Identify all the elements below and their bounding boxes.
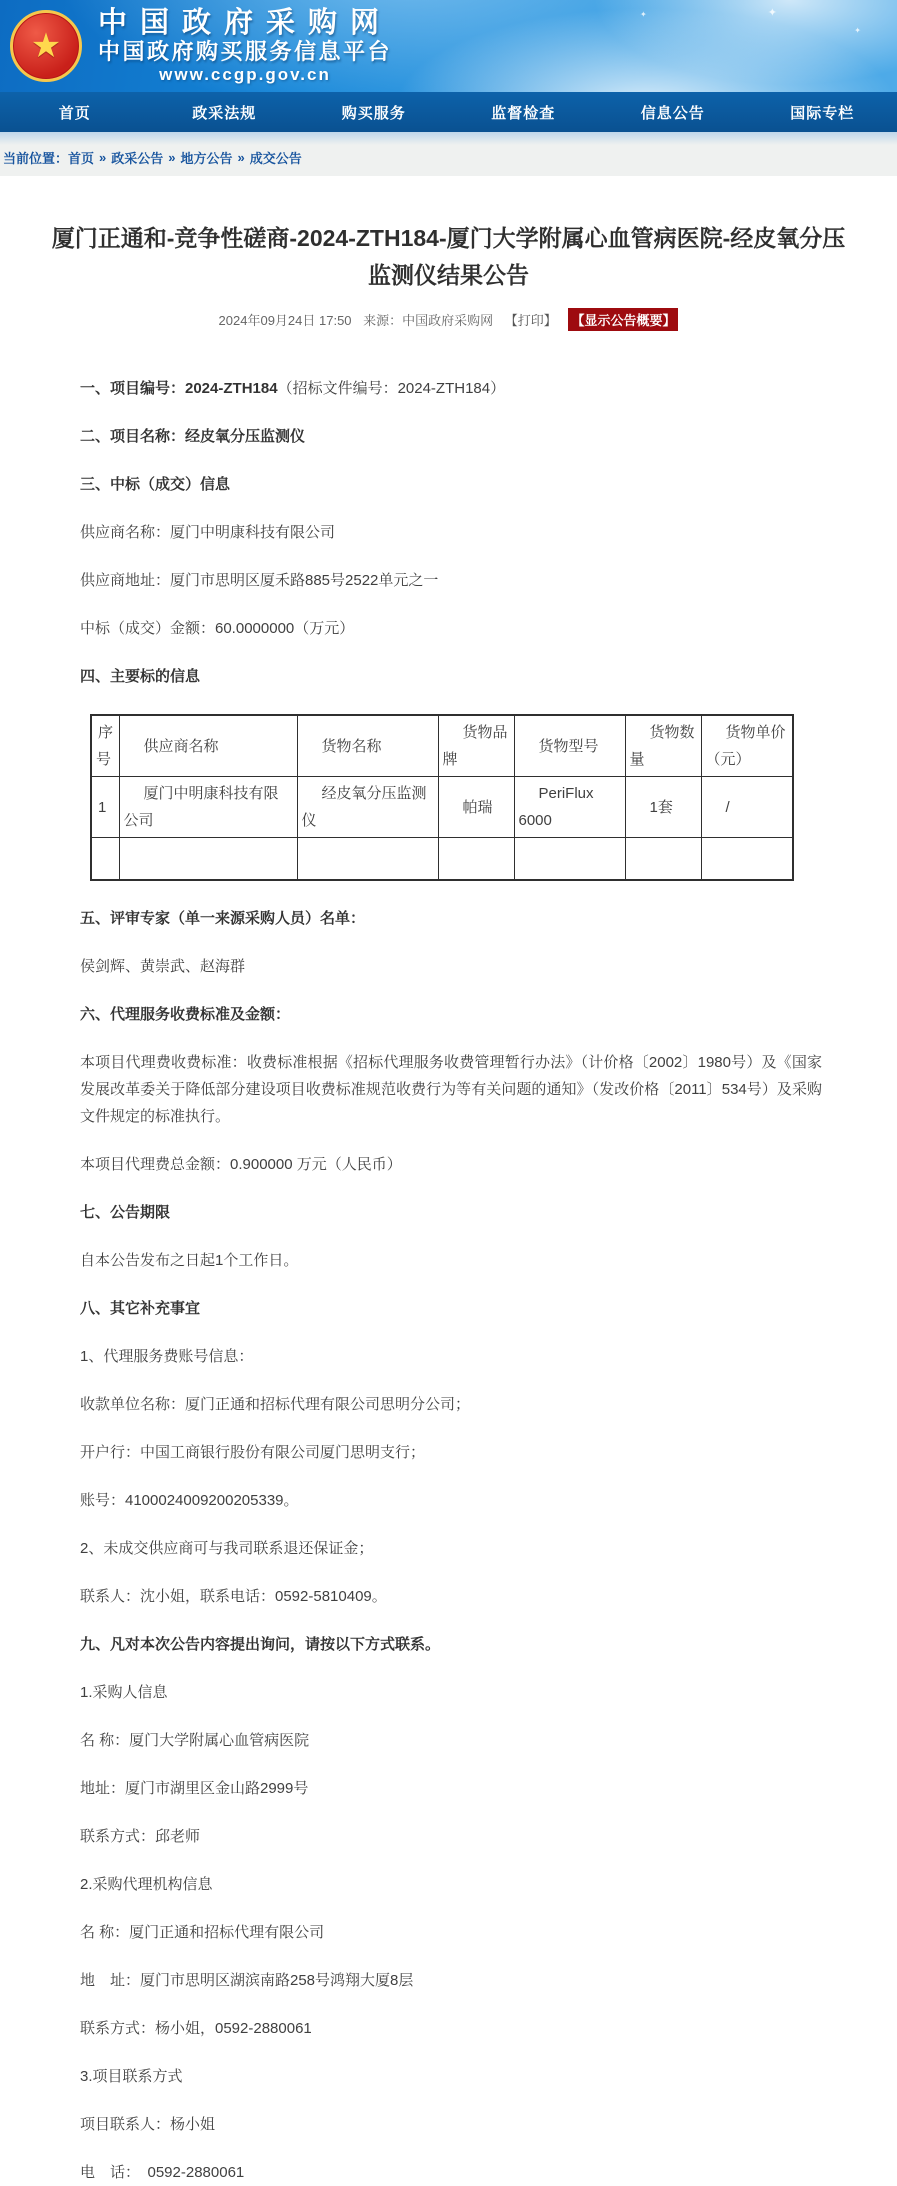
nav-item-international[interactable]: 国际专栏 [748,92,897,132]
nav-item-announcements[interactable]: 信息公告 [598,92,748,132]
col-header-supplier: 供应商名称 [119,715,297,777]
nav-item-regulations[interactable]: 政采法规 [150,92,300,132]
announcement-article [0,176,897,2186]
project-number-suffix: （招标文件编号：2024-ZTH184） [278,380,506,397]
site-name[interactable]: 中国政府采购网 [98,7,392,39]
page-title: 厦门正通和-竞争性磋商-2024-ZTH184-厦门大学附属心血管病医院-经皮氧分压监测仪结果公告 [49,176,849,294]
col-header-model: 货物型号 [514,715,625,777]
para-supplier-name: 供应商名称：厦门中明康科技有限公司 [80,519,822,546]
breadcrumb-local-announcements[interactable]: 地方公告 [181,148,233,167]
para-agency-address: 地 址：厦门市思明区湖滨南路258号鸿翔大厦8层 [80,1967,822,1994]
print-button[interactable]: 【打印】 [505,313,557,328]
article-meta [0,308,897,331]
table-row-empty [91,838,793,880]
heading-other-matters: 八、其它补充事宜 [80,1295,822,1322]
para-project-number [80,375,822,402]
sparkle-icon: ✦ [768,6,777,19]
cell-goods-name: 经皮氧分压监测仪 [297,777,438,838]
cell-quantity: 1套 [625,777,701,838]
cell-empty [91,838,119,880]
cell-empty [625,838,701,880]
para-agency-contact: 联系方式：杨小姐，0592-2880061 [80,2015,822,2042]
para-buyer-address: 地址：厦门市湖里区金山路2999号 [80,1775,822,1802]
para-account-number: 账号：4100024009200205339。 [80,1487,822,1514]
breadcrumb-prefix: 当前位置： [3,148,68,167]
para-buyer-title: 1.采购人信息 [80,1679,822,1706]
para-refund-contact: 联系人：沈小姐，联系电话：0592-5810409。 [80,1583,822,1610]
para-agency-name: 名 称：厦门正通和招标代理有限公司 [80,1919,822,1946]
site-url[interactable]: www.ccgp.gov.cn [98,65,392,85]
heading-main-subject: 四、主要标的信息 [80,663,822,690]
national-emblem-icon [10,10,82,82]
heading-award-info: 三、中标（成交）信息 [80,471,822,498]
cell-empty [438,838,514,880]
sparkle-icon: ✦ [854,26,861,35]
breadcrumb-separator: » [163,150,180,165]
heading-notice-period: 七、公告期限 [80,1199,822,1226]
table-header-row [91,715,793,777]
col-header-brand: 货物品牌 [438,715,514,777]
para-project-contact-title: 3.项目联系方式 [80,2063,822,2090]
article-content [80,375,822,2186]
col-header-quantity: 货物数量 [625,715,701,777]
para-buyer-contact: 联系方式：邱老师 [80,1823,822,1850]
cell-empty [514,838,625,880]
para-buyer-name: 名 称：厦门大学附属心血管病医院 [80,1727,822,1754]
cell-index: 1 [91,777,119,838]
para-expert-names: 侯剑辉、黄崇武、赵海群 [80,953,822,980]
para-agency-title: 2.采购代理机构信息 [80,1871,822,1898]
para-refund-note: 2、未成交供应商可与我司联系退还保证金； [80,1535,822,1562]
nav-item-home[interactable]: 首页 [0,92,150,132]
sparkle-icon: ✦ [640,10,647,19]
para-payee-name: 收款单位名称：厦门正通和招标代理有限公司思明分公司； [80,1391,822,1418]
para-bank: 开户行：中国工商银行股份有限公司厦门思明支行； [80,1439,822,1466]
para-project-contact-person: 项目联系人：杨小姐 [80,2111,822,2138]
para-fee-total: 本项目代理费总金额：0.900000 万元（人民币） [80,1151,822,1178]
project-number-label: 一、项目编号：2024-ZTH184 [80,380,278,397]
site-subtitle: 中国政府购买服务信息平台 [98,39,392,65]
site-titles [98,7,392,85]
para-award-amount: 中标（成交）金额：60.0000000（万元） [80,615,822,642]
cell-brand: 帕瑞 [438,777,514,838]
heading-agency-fee: 六、代理服务收费标准及金额： [80,1001,822,1028]
nav-item-supervision[interactable]: 监督检查 [449,92,599,132]
cell-unit-price: / [701,777,793,838]
star-icon: ★ [31,29,61,63]
goods-table [90,714,794,881]
show-summary-button[interactable]: 【显示公告概要】 [568,308,678,331]
breadcrumb-separator: » [233,150,250,165]
heading-inquiry-contact: 九、凡对本次公告内容提出询问，请按以下方式联系。 [80,1631,822,1658]
para-account-info-title: 1、代理服务费账号信息： [80,1343,822,1370]
cell-empty [701,838,793,880]
para-project-phone: 电 话： 0592-2880061 [80,2159,822,2186]
source-label: 来源：中国政府采购网 [363,313,493,328]
para-supplier-address: 供应商地址：厦门市思明区厦禾路885号2522单元之一 [80,567,822,594]
site-header [0,0,897,92]
col-header-unit-price: 货物单价（元） [701,715,793,777]
heading-experts: 五、评审专家（单一来源采购人员）名单： [80,905,822,932]
breadcrumb-deal-announcements[interactable]: 成交公告 [250,148,302,167]
para-notice-period: 自本公告发布之日起1个工作日。 [80,1247,822,1274]
breadcrumb-gov-announcements[interactable]: 政采公告 [111,148,163,167]
cell-supplier: 厦门中明康科技有限公司 [119,777,297,838]
cell-empty [297,838,438,880]
nav-item-purchase-services[interactable]: 购买服务 [299,92,449,132]
cell-model: PeriFlux 6000 [514,777,625,838]
main-nav [0,92,897,132]
cell-empty [119,838,297,880]
breadcrumb [0,132,897,176]
col-header-index: 序号 [91,715,119,777]
publish-datetime: 2024年09月24日 17:50 [219,313,352,328]
para-project-name: 二、项目名称：经皮氧分压监测仪 [80,423,822,450]
table-row [91,777,793,838]
breadcrumb-home[interactable]: 首页 [68,148,94,167]
col-header-goods-name: 货物名称 [297,715,438,777]
para-fee-standard: 本项目代理费收费标准：收费标准根据《招标代理服务收费管理暂行办法》（计价格〔2002〕1980号）及《国家发展改革委关于降低部分建设项目收费标准规范收费行为等有关问题的通知》（发改价格〔2011〕534号）及采购文件规定的标准执行。 [80,1049,822,1130]
breadcrumb-separator: » [94,150,111,165]
